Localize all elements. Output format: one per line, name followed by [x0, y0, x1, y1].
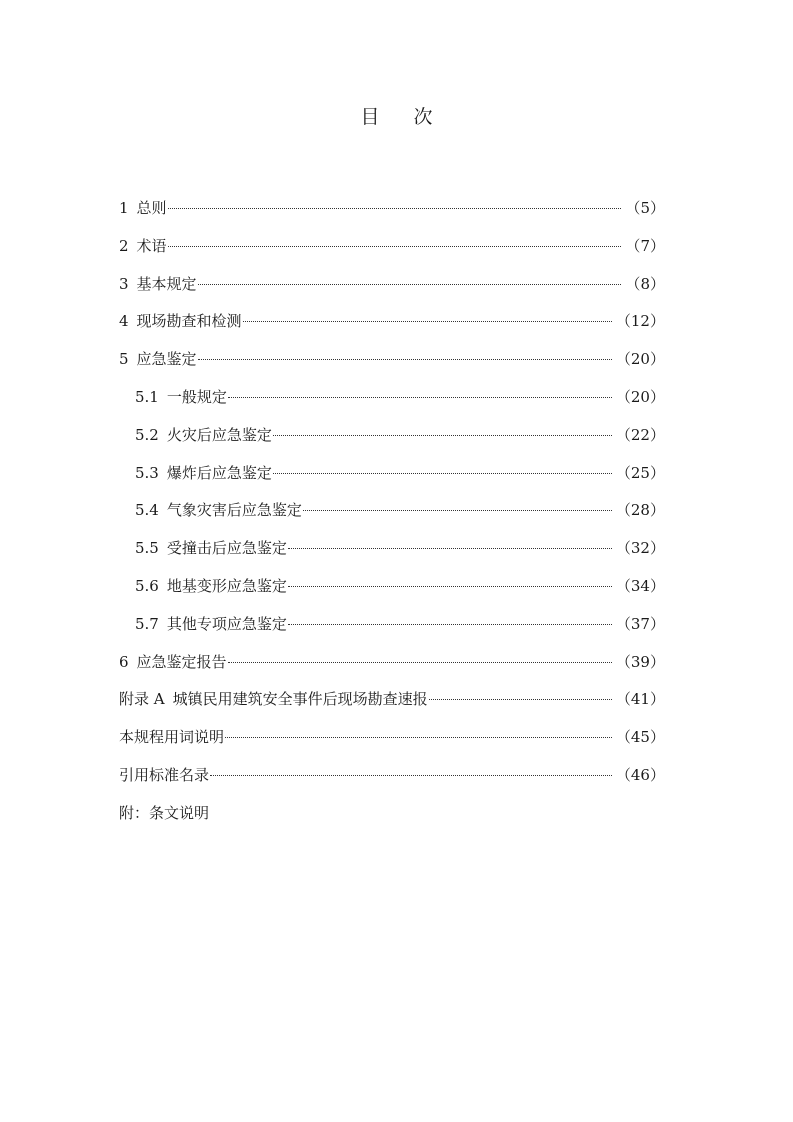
- toc-entry-page: （ 45 ）: [616, 725, 665, 749]
- toc-entry-page: （ 25 ）: [616, 461, 665, 485]
- toc-entry-1[interactable]: [119, 196, 665, 234]
- toc-entry-label: 应急鉴定报告: [136, 652, 227, 671]
- toc-entry-number: 5.3: [135, 463, 159, 482]
- table-of-contents: [119, 196, 665, 839]
- toc-entry-page: （ 7 ）: [625, 234, 665, 258]
- toc-entry-number: 2: [119, 236, 129, 255]
- toc-entry-2[interactable]: [119, 234, 665, 272]
- toc-entry-5-5[interactable]: [119, 536, 665, 574]
- toc-entry-number: 4: [119, 312, 129, 331]
- toc-entry-number: 5.2: [135, 425, 159, 444]
- toc-entry-label: 城镇民用建筑安全事件后现场勘查速报: [172, 690, 428, 709]
- toc-entry-number: 5.6: [135, 576, 159, 595]
- dot-leader: [225, 737, 612, 738]
- dot-leader: [288, 548, 612, 549]
- toc-entry-5[interactable]: [119, 347, 665, 385]
- toc-entry-label: 引用标准名录: [119, 765, 210, 784]
- toc-entry-page: （ 20 ）: [616, 385, 665, 409]
- toc-entry-page: （ 22 ）: [616, 423, 665, 447]
- toc-entry-label: 基本规定: [136, 274, 197, 293]
- toc-entry-page: （ 34 ）: [616, 574, 665, 598]
- dot-leader: [288, 624, 612, 625]
- toc-entry-page: （ 39 ）: [616, 650, 665, 674]
- toc-entry-number: 6: [119, 652, 129, 671]
- toc-entry-label: 其他专项应急鉴定: [166, 614, 287, 633]
- dot-leader: [198, 359, 612, 360]
- toc-entry-5-4[interactable]: [119, 498, 665, 536]
- toc-entry-label: 地基变形应急鉴定: [166, 576, 287, 595]
- toc-entry-page: （ 37 ）: [616, 612, 665, 636]
- toc-entry-label: 气象灾害后应急鉴定: [166, 501, 302, 520]
- dot-leader: [273, 473, 612, 474]
- toc-entry-appendix-a[interactable]: [119, 687, 665, 725]
- dot-leader: [273, 435, 612, 436]
- toc-entry-number: 附录 A: [119, 690, 165, 709]
- toc-entry-label: 火灾后应急鉴定: [166, 425, 272, 444]
- toc-entry-page: （ 46 ）: [616, 763, 665, 787]
- toc-entry-label: 应急鉴定: [136, 350, 197, 369]
- toc-entry-label: 爆炸后应急鉴定: [166, 463, 272, 482]
- toc-entry-4[interactable]: [119, 309, 665, 347]
- dot-leader: [168, 246, 622, 247]
- dot-leader: [429, 699, 612, 700]
- dot-leader: [228, 662, 612, 663]
- toc-entry-5-7[interactable]: [119, 612, 665, 650]
- dot-leader: [168, 208, 622, 209]
- toc-entry-number: 5.7: [135, 614, 159, 633]
- toc-entry-page: （ 20 ）: [616, 347, 665, 371]
- dot-leader: [210, 775, 612, 776]
- toc-entry-label: 附：条文说明: [119, 803, 210, 822]
- toc-entry-clause-explanation[interactable]: [119, 801, 665, 839]
- toc-entry-6[interactable]: [119, 650, 665, 688]
- toc-entry-number: 5.5: [135, 539, 159, 558]
- toc-entry-5-6[interactable]: [119, 574, 665, 612]
- toc-entry-cited-standards[interactable]: [119, 763, 665, 801]
- toc-entry-wording-explanation[interactable]: [119, 725, 665, 763]
- toc-entry-number: 3: [119, 274, 129, 293]
- toc-entry-label: 现场勘查和检测: [136, 312, 242, 331]
- toc-entry-5-3[interactable]: [119, 461, 665, 499]
- toc-entry-3[interactable]: [119, 272, 665, 310]
- dot-leader: [243, 321, 612, 322]
- toc-entry-page: （ 32 ）: [616, 536, 665, 560]
- dot-leader: [198, 284, 622, 285]
- dot-leader: [288, 586, 612, 587]
- dot-leader: [228, 397, 612, 398]
- toc-entry-number: 5: [119, 350, 129, 369]
- toc-entry-page: （ 8 ）: [625, 272, 665, 296]
- toc-entry-page: （ 41 ）: [616, 687, 665, 711]
- toc-entry-number: 1: [119, 199, 129, 217]
- page-title: 目 次: [360, 106, 447, 128]
- toc-entry-label: 受撞击后应急鉴定: [166, 539, 287, 558]
- toc-entry-label: 术语: [136, 236, 167, 255]
- toc-entry-number: 5.4: [135, 501, 159, 520]
- toc-entry-label: 本规程用词说明: [119, 728, 225, 747]
- toc-entry-label: 总则: [136, 199, 167, 217]
- toc-entry-5-1[interactable]: [119, 385, 665, 423]
- toc-entry-page: （ 12 ）: [616, 309, 665, 333]
- toc-entry-5-2[interactable]: [119, 423, 665, 461]
- dot-leader: [303, 510, 612, 511]
- toc-entry-label: 一般规定: [166, 387, 227, 406]
- toc-entry-page: （ 5 ）: [625, 196, 665, 220]
- toc-entry-page: （ 28 ）: [616, 498, 665, 522]
- toc-entry-number: 5.1: [135, 387, 159, 406]
